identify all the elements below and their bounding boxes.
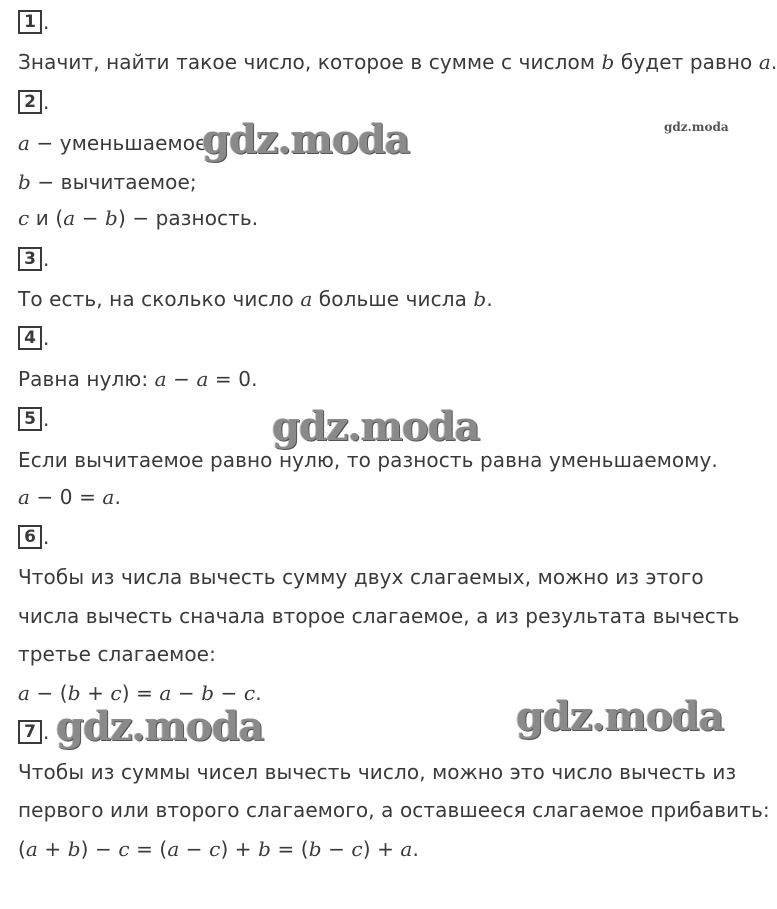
- watermark: gdz.moda: [272, 403, 480, 450]
- watermark-small: gdz.moda: [664, 120, 729, 134]
- item-3-line-1: То есть, на сколько число a больше числа b.: [18, 287, 493, 311]
- item-number-7: 7: [18, 720, 42, 744]
- item-1-line-1: Значит, найти такое число, которое в сумме с числом b будет равно a.: [18, 50, 777, 74]
- item-7-line-2: первого или второго слагаемого, а оставшееся слагаемое прибавить:: [18, 798, 770, 822]
- item-5-line-2: a − 0 = a.: [18, 485, 121, 509]
- item-6-line-1: Чтобы из числа вычесть сумму двух слагаемых, можно из этого: [18, 565, 704, 589]
- item-2-line-1: a − уменьшаемое;: [18, 131, 215, 155]
- item-5-line-1: Если вычитаемое равно нулю, то разность равна уменьшаемому.: [18, 448, 718, 472]
- item-7-line-3: (a + b) − c = (a − c) + b = (b − c) + a.: [18, 837, 419, 861]
- watermark: gdz.moda: [56, 703, 264, 750]
- item-number-dot: .: [43, 90, 50, 114]
- item-2-line-3: c и (a − b) − разность.: [18, 206, 259, 230]
- item-number-dot: .: [43, 247, 50, 271]
- item-number-dot: .: [43, 326, 50, 350]
- item-6-line-3: третье слагаемое:: [18, 642, 216, 666]
- item-number-dot: .: [43, 407, 50, 431]
- item-2-line-2: b − вычитаемое;: [18, 170, 197, 194]
- item-4-line-1: Равна нулю: a − a = 0.: [18, 367, 258, 391]
- watermark: gdz.moda: [202, 116, 410, 163]
- item-number-5: 5: [18, 407, 42, 431]
- item-number-6: 6: [18, 525, 42, 549]
- item-number-dot: .: [43, 525, 50, 549]
- item-7-line-1: Чтобы из суммы чисел вычесть число, можно это число вычесть из: [18, 760, 737, 784]
- watermark: gdz.moda: [516, 693, 724, 740]
- item-number-4: 4: [18, 326, 42, 350]
- item-number-1: 1: [18, 10, 42, 34]
- item-number-dot: .: [43, 10, 50, 34]
- item-6-line-2: числа вычесть сначала второе слагаемое, а из результата вычесть: [18, 604, 740, 628]
- item-6-line-4: a − (b + c) = a − b − c.: [18, 681, 262, 705]
- item-number-dot: .: [43, 720, 50, 744]
- item-number-2: 2: [18, 90, 42, 114]
- item-number-3: 3: [18, 247, 42, 271]
